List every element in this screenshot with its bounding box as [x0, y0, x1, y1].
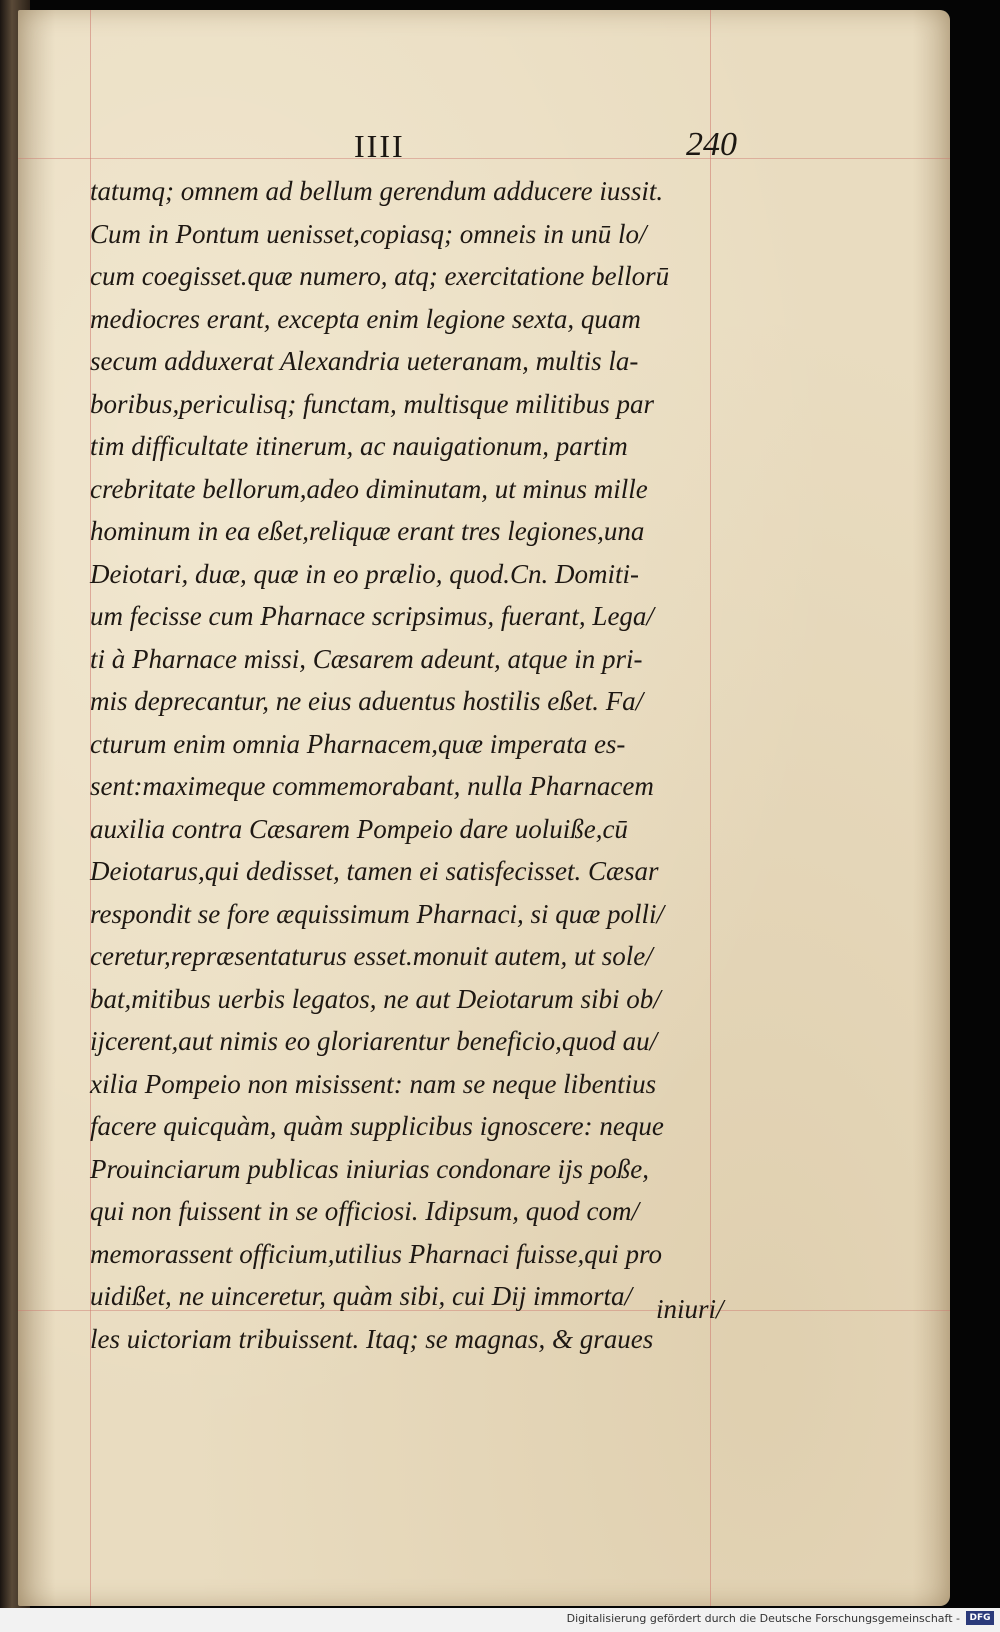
margin-rule-top: [18, 158, 950, 159]
text-line: secum adduxerat Alexandria ueteranam, multis la-: [90, 346, 639, 376]
text-line: hominum in ea eßet,reliquæ erant tres legiones,una: [90, 516, 645, 546]
text-line: sent:maximeque commemorabant, nulla Pharnacem: [90, 771, 654, 801]
funding-credit: Digitalisierung gefördert durch die Deutsche Forschungsgemeinschaft -: [566, 1612, 960, 1625]
text-line: cum coegisset.quæ numero, atq; exercitatione bellorū: [90, 261, 670, 291]
body-text: [90, 170, 760, 1360]
text-line: auxilia contra Cæsarem Pompeio dare uoluiße,cū: [90, 813, 628, 844]
signature-mark: IIII: [354, 128, 405, 164]
folio-number: 240: [686, 126, 737, 163]
text-line: Deiotarus,qui dedisset, tamen ei satisfecisset. Cæsar: [90, 856, 659, 886]
text-line: tim difficultate itinerum, ac nauigationum, partim: [90, 431, 628, 461]
catchword: iniuri/: [656, 1294, 724, 1324]
text-line: um fecisse cum Pharnace scripsimus, fuerant, Lega/: [90, 601, 654, 631]
text-line: ti à Pharnace missi, Cæsarem adeunt, atque in pri-: [90, 643, 643, 674]
text-line: xilia Pompeio non misissent: nam se neque libentius: [90, 1068, 657, 1099]
text-line: mediocres erant, excepta enim legione sexta, quam: [90, 303, 641, 334]
text-line: uidißet, ne uinceretur, quàm sibi, cui Dij immorta/: [90, 1281, 632, 1311]
text-line: memorassent officium,utilius Pharnaci fuisse,qui pro: [90, 1238, 662, 1269]
text-line: cturum enim omnia Pharnacem,quæ imperata es-: [90, 728, 626, 759]
text-line: Prouinciarum publicas iniurias condonare ijs poße,: [90, 1153, 649, 1184]
text-line: tatumq; omnem ad bellum gerendum adducere iussit.: [90, 176, 664, 206]
text-line: respondit se fore æquissimum Pharnaci, si quæ polli/: [90, 898, 665, 929]
book-page: [18, 10, 950, 1606]
text-line: mis deprecantur, ne eius aduentus hostilis eßet. Fa/: [90, 686, 644, 716]
text-line: qui non fuissent in se officiosi. Idipsum, quod com/: [90, 1196, 639, 1226]
text-line: ceretur,repræsentaturus esset.monuit autem, ut sole/: [90, 941, 653, 971]
text-line: ijcerent,aut nimis eo gloriarentur beneficio,quod au/: [90, 1026, 658, 1056]
text-line: les uictoriam tribuissent. Itaq; se magnas, & graues: [90, 1323, 654, 1354]
text-line: crebritate bellorum,adeo diminutam, ut minus mille: [90, 473, 648, 504]
text-line: facere quicquàm, quàm supplicibus ignoscere: neque: [90, 1111, 664, 1141]
text-line: bat,mitibus uerbis legatos, ne aut Deiotarum sibi ob/: [90, 983, 661, 1014]
text-line: Deiotari, duæ, quæ in eo prælio, quod.Cn. Domiti-: [90, 558, 640, 589]
text-line: Cum in Pontum uenisset,copiasq; omneis in unū lo/: [90, 218, 647, 249]
dfg-logo: DFG: [966, 1611, 994, 1625]
text-line: boribus,periculisq; functam, multisque militibus par: [90, 388, 654, 419]
